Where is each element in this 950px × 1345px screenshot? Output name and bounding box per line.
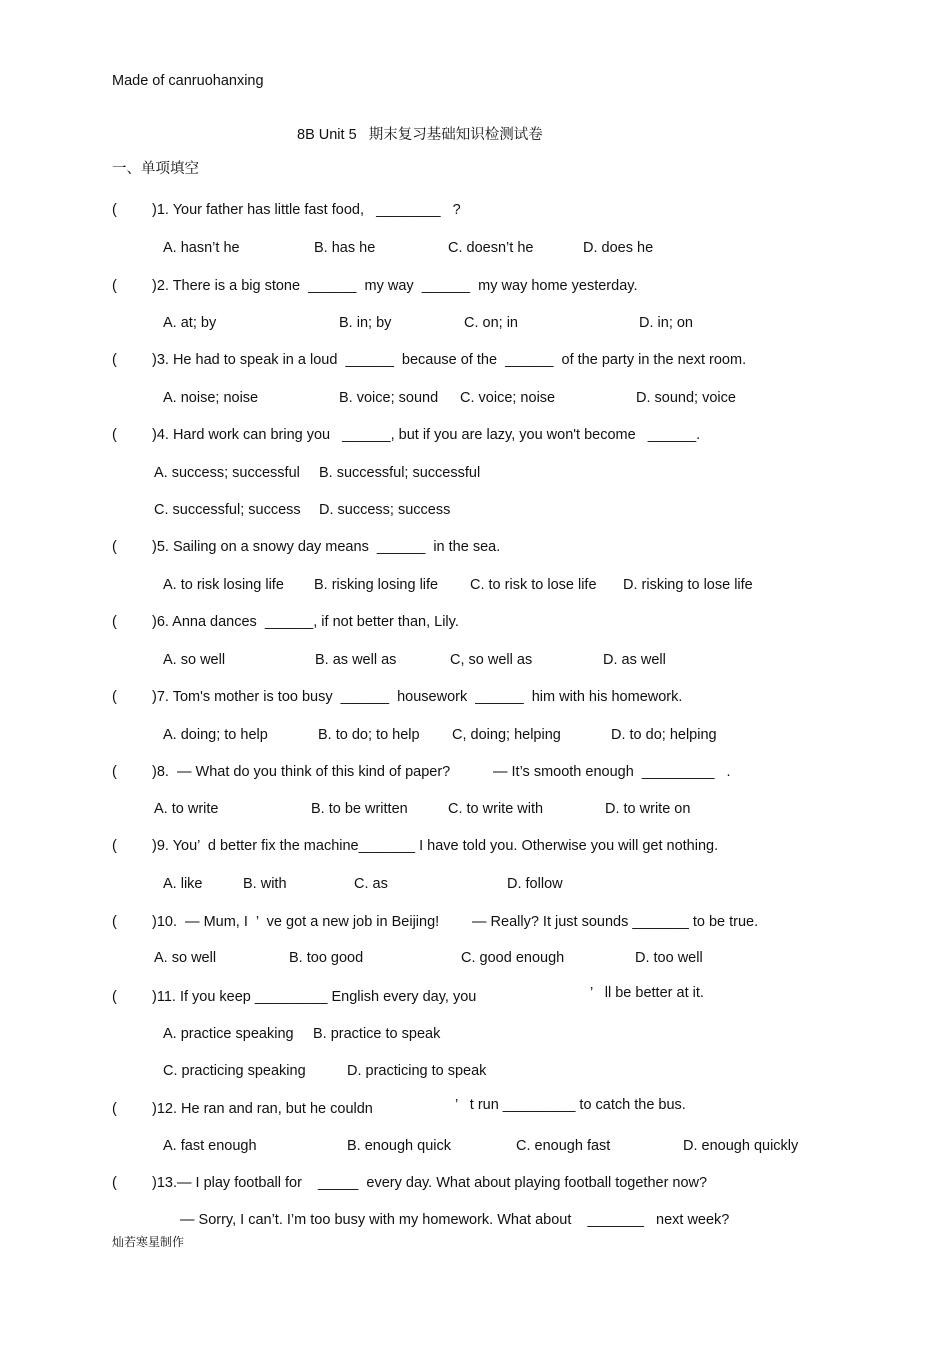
question-stem: )2. There is a big stone ______ my way ______ my way home yesterday. bbox=[152, 278, 638, 294]
question-stem-cont: ’ ll be better at it. bbox=[590, 985, 704, 1001]
question-stem: )12. He ran and ran, but he couldn bbox=[152, 1101, 373, 1117]
question-stem: )10. — Mum, I ’ ve got a new job in Beijing! bbox=[152, 914, 440, 930]
answer-paren: ( bbox=[112, 914, 117, 930]
answer-paren: ( bbox=[112, 352, 117, 368]
option: A. to risk losing life bbox=[163, 577, 284, 593]
section-heading: 一、单项填空 bbox=[112, 161, 199, 177]
option: C. as bbox=[354, 876, 388, 892]
option: B. to do; to help bbox=[318, 727, 420, 743]
option: B. has he bbox=[314, 240, 376, 256]
answer-paren: ( bbox=[112, 539, 117, 555]
doc-title: 8B Unit 5 期末复习基础知识检测试卷 bbox=[297, 127, 543, 143]
option: C. practicing speaking bbox=[163, 1063, 306, 1079]
option: C. good enough bbox=[461, 950, 565, 966]
question-stem: )8. — What do you think of this kind of paper? bbox=[152, 764, 451, 780]
option: D. follow bbox=[507, 876, 563, 892]
option: C, doing; helping bbox=[452, 727, 561, 743]
option: C. to write with bbox=[448, 801, 544, 817]
question-stem: )4. Hard work can bring you ______, but if you are lazy, you won't become ______. bbox=[152, 427, 701, 443]
option: D. too well bbox=[635, 950, 703, 966]
option: C. doesn’t he bbox=[448, 240, 534, 256]
option: D. to write on bbox=[605, 801, 691, 817]
answer-paren: ( bbox=[112, 427, 117, 443]
answer-paren: ( bbox=[112, 202, 117, 218]
option: A. to write bbox=[154, 801, 219, 817]
answer-paren: ( bbox=[112, 1101, 117, 1117]
doc-footer: 灿若寒星制作 bbox=[112, 1235, 185, 1249]
option: A. at; by bbox=[163, 315, 217, 331]
option: B. risking losing life bbox=[314, 577, 439, 593]
option: C. to risk to lose life bbox=[470, 577, 597, 593]
option: C. voice; noise bbox=[460, 390, 556, 406]
question-stem: )13.— I play football for _____ every day. What about playing football together now? bbox=[152, 1175, 708, 1191]
question-stem: )5. Sailing on a snowy day means ______ in the sea. bbox=[152, 539, 501, 555]
option: D. enough quickly bbox=[683, 1138, 799, 1154]
option: B. in; by bbox=[339, 315, 392, 331]
option: C. enough fast bbox=[516, 1138, 611, 1154]
option: A. success; successful bbox=[154, 465, 300, 481]
option: B. with bbox=[243, 876, 287, 892]
answer-paren: ( bbox=[112, 614, 117, 630]
option: B. successful; successful bbox=[319, 465, 481, 481]
question-stem-reply: — It’s smooth enough _________ . bbox=[493, 764, 731, 780]
answer-paren: ( bbox=[112, 689, 117, 705]
option: B. too good bbox=[289, 950, 364, 966]
question-stem: )3. He had to speak in a loud ______ because of the ______ of the party in the next room. bbox=[152, 352, 747, 368]
option: D. does he bbox=[583, 240, 654, 256]
option: B. voice; sound bbox=[339, 390, 439, 406]
option: D. to do; helping bbox=[611, 727, 717, 743]
answer-paren: ( bbox=[112, 278, 117, 294]
question-stem: )6. Anna dances ______, if not better than, Lily. bbox=[152, 614, 459, 630]
option: C. on; in bbox=[464, 315, 518, 331]
answer-paren: ( bbox=[112, 989, 117, 1005]
option: A. fast enough bbox=[163, 1138, 257, 1154]
option: D. sound; voice bbox=[636, 390, 736, 406]
answer-paren: ( bbox=[112, 1175, 117, 1191]
option: D. in; on bbox=[639, 315, 693, 331]
question-stem: )1. Your father has little fast food, ________ ? bbox=[152, 202, 461, 218]
option: A. hasn’t he bbox=[163, 240, 240, 256]
option: A. doing; to help bbox=[163, 727, 268, 743]
option: B. to be written bbox=[311, 801, 408, 817]
option: A. like bbox=[163, 876, 203, 892]
question-stem-reply: — Really? It just sounds _______ to be true. bbox=[472, 914, 759, 930]
option: A. so well bbox=[163, 652, 226, 668]
option: B. enough quick bbox=[347, 1138, 451, 1154]
question-stem: )9. You’ d better fix the machine_______ I have told you. Otherwise you will get nothing. bbox=[152, 838, 719, 854]
option: D. risking to lose life bbox=[623, 577, 753, 593]
option: A. so well bbox=[154, 950, 217, 966]
question-stem-reply: — Sorry, I can’t. I’m too busy with my homework. What about _______ next week? bbox=[180, 1212, 730, 1228]
option: C, so well as bbox=[450, 652, 533, 668]
answer-paren: ( bbox=[112, 838, 117, 854]
option: D. success; success bbox=[319, 502, 451, 518]
option: C. successful; success bbox=[154, 502, 301, 518]
doc-header: Made of canruohanxing bbox=[112, 73, 264, 89]
answer-paren: ( bbox=[112, 764, 117, 780]
question-stem: )11. If you keep _________ English every day, you bbox=[152, 989, 477, 1005]
option: A. practice speaking bbox=[163, 1026, 294, 1042]
question-stem: )7. Tom's mother is too busy ______ housework ______ him with his homework. bbox=[152, 689, 683, 705]
option: D. as well bbox=[603, 652, 666, 668]
option: D. practicing to speak bbox=[347, 1063, 487, 1079]
option: B. as well as bbox=[315, 652, 397, 668]
question-stem-cont: ’ t run _________ to catch the bus. bbox=[455, 1097, 686, 1113]
option: A. noise; noise bbox=[163, 390, 259, 406]
option: B. practice to speak bbox=[313, 1026, 441, 1042]
